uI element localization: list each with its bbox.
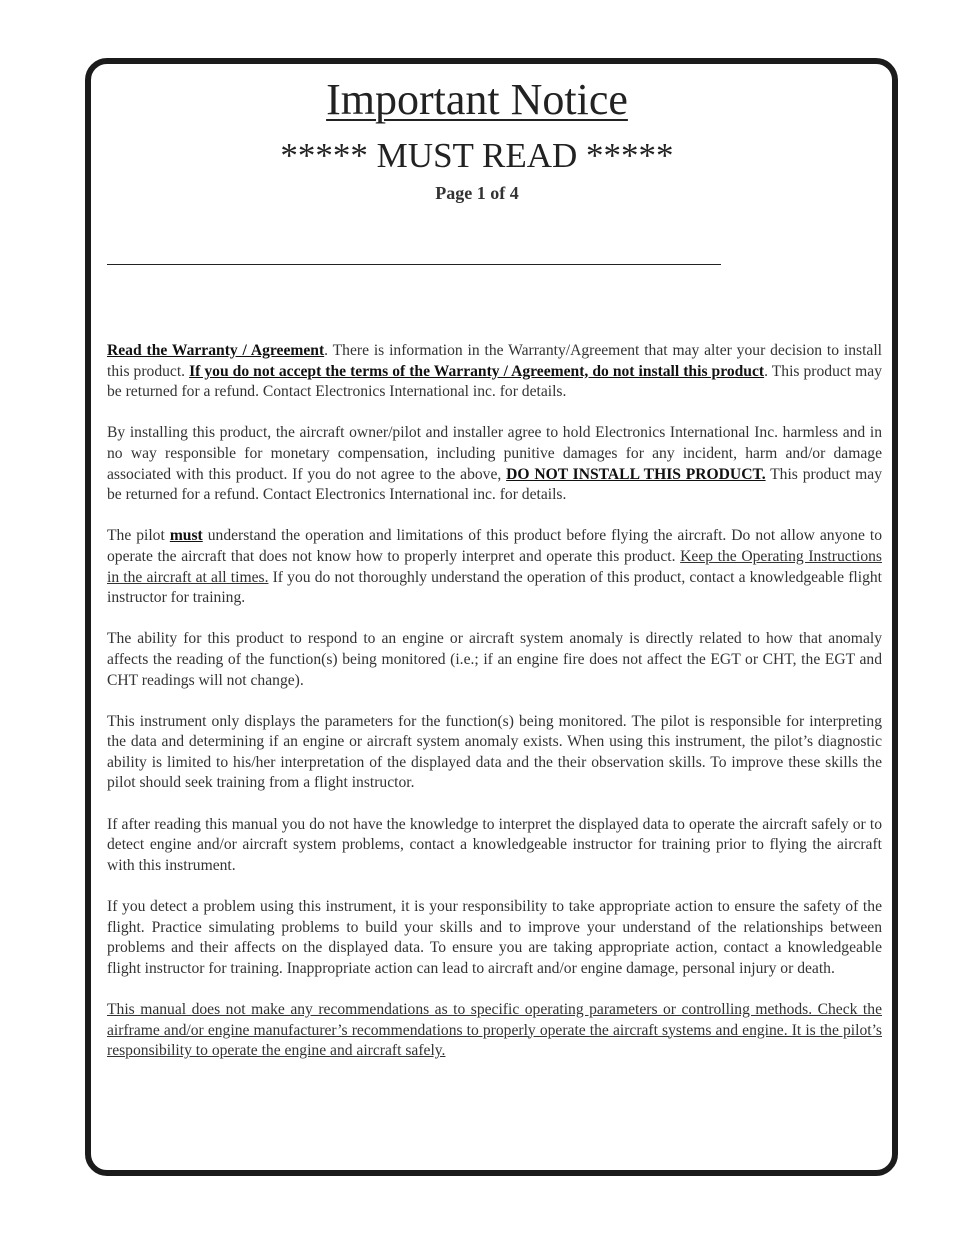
liability-text: By installing this product, the aircraft owner/pilot and installer agree to hold Electronics International Inc. harmless and in no way responsible for monetary compensation, including punitive damages for any incident, harm and/or damage associated with this product. If you do not agree to the above,	[107, 424, 882, 483]
pilot-text-mid: understand the operation and limitations of this product before flying the aircraft. Do not allow anyone to operate the aircraft that does not know how to properly interpret and operate this product.	[107, 527, 882, 565]
knowledge-paragraph: If after reading this manual you do not have the knowledge to interpret the displayed data to operate the aircraft safely or to detect engine and/or aircraft system problems, contact a knowledgeable instructor for training prior to flying the aircraft with this instrument.	[107, 815, 882, 874]
pilot-text-start: The pilot	[107, 527, 170, 545]
liability-refund-text: This product may be returned for a refund. Contact Electronics International inc. for details.	[107, 465, 883, 504]
warranty-agreement-label: Read the Warranty / Agreement	[107, 342, 325, 359]
liability-paragraph	[107, 423, 882, 505]
notice-body	[107, 341, 882, 1082]
keep-instructions-text: Keep the Operating Instructions in the aircraft at all times.	[107, 547, 882, 586]
refund-text: . This product may be returned for a refund. Contact Electronics International inc. for details.	[107, 362, 882, 401]
anomaly-paragraph: The ability for this product to respond to an engine or aircraft system anomaly is directly related to how that anomaly affects the reading of the function(s) being monitored (i.e.; if an engine fire does not affect the EGT or CHT, the EGT and CHT readings will not change).	[107, 630, 882, 689]
page-number: Page 1 of 4	[435, 183, 519, 203]
recommendations-paragraph: This manual does not make any recommendations as to specific operating parameters or controlling methods. Check the airframe and/or engine manufacturer’s recommendations to properly operate the aircraft systems and engine. It is the pilot’s responsibility to operate the engine and aircraft safely.	[107, 1001, 882, 1060]
instrument-paragraph: This instrument only displays the parameters for the function(s) being monitored. The pilot is responsible for interpreting the data and determining if an engine or aircraft system anomaly exists. When using this instrument, the pilot’s diagnostic ability is limited to his/her interpretation of the displayed data and the their observation skills. To improve these skills the pilot should seek training from a flight instructor.	[107, 712, 882, 792]
page-title: Important Notice	[326, 75, 628, 124]
must-emphasis: must	[169, 527, 203, 545]
pilot-paragraph	[107, 526, 882, 608]
do-not-install-caps: DO NOT INSTALL THIS PRODUCT.	[506, 465, 766, 483]
warranty-text: . There is information in the Warranty/Agreement that may alter your decision to install this product.	[107, 342, 883, 380]
must-read-banner: ***** MUST READ *****	[280, 136, 674, 175]
problem-paragraph: If you detect a problem using this instrument, it is your responsibility to take appropriate action to ensure the safety of the flight. Practice simulating problems to build your skills and to improve your understand of the relationships between problems and their affects on the displayed data. To ensure you are taking appropriate action, contact a knowledgeable flight instructor for training. Inappropriate action can lead to aircraft and/or engine damage, personal injury or death.	[107, 898, 882, 977]
do-not-install-warning: If you do not accept the terms of the Warranty / Agreement, do not install this product	[189, 362, 765, 380]
divider-line	[107, 264, 721, 265]
pilot-text-end: If you do not thoroughly understand the operation of this product, contact a knowledgeable flight instructor for training.	[107, 568, 882, 607]
warranty-paragraph	[107, 341, 882, 403]
